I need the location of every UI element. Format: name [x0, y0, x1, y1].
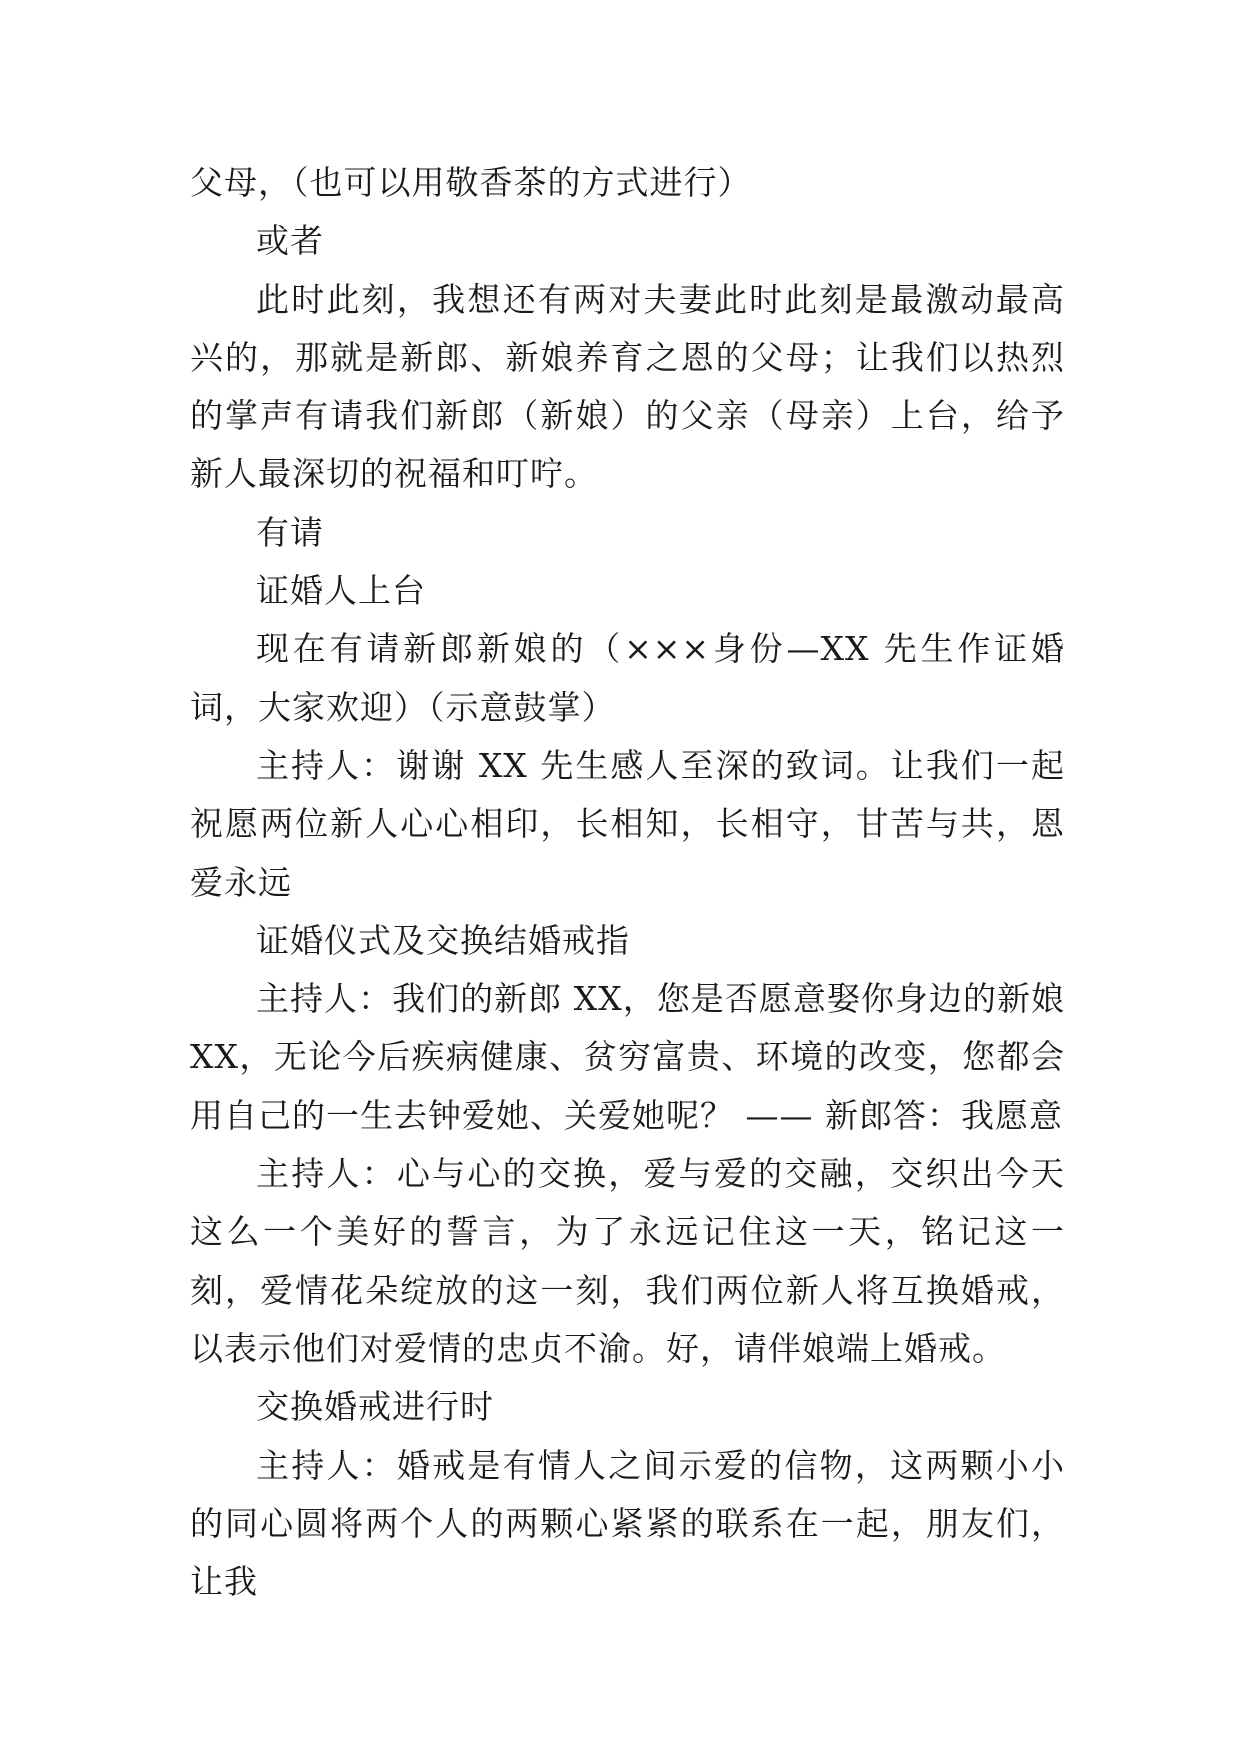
paragraph-ring-exchange-heading: 交换婚戒进行时 [256, 1387, 494, 1427]
paragraph-host-thanks: 主持人：谢谢 XX 先生感人至深的致词。让我们一起祝愿两位新人心心相印，长相知，长相守，甘苦与共，恩爱永远 [190, 745, 1065, 902]
paragraph-continuation: 父母，（也可以用敬香茶的方式进行） [190, 163, 752, 202]
paragraph-witness-invitation: 现在有请新郎新娘的（×××身份—XX 先生作证婚词，大家欢迎）（示意鼓掌） [190, 629, 1065, 727]
paragraph-ceremony-heading: 证婚仪式及交换结婚戒指 [256, 920, 630, 960]
paragraph-or: 或者 [256, 221, 324, 261]
body-text [190, 154, 1065, 1611]
paragraph-parents-invitation: 此时此刻，我想还有两对夫妻此时此刻是最激动最高兴的，那就是新郎、新娘养育之恩的父母；让我们以热烈的掌声有请我们新郎（新娘）的父亲（母亲）上台，给予新人最深切的祝福和叮咛。 [190, 279, 1065, 494]
paragraph-vow-question: 主持人：我们的新郎 XX，您是否愿意娶你身边的新娘XX，无论今后疾病健康、贫穷富贵、环境的改变，您都会用自己的一生去钟爱她、关爱她呢？ —— 新郎答：我愿意 [190, 979, 1065, 1135]
paragraph-ring-intro: 主持人：心与心的交换，爱与爱的交融，交织出今天这么一个美好的誓言，为了永远记住这一天，铭记这一刻，爱情花朵绽放的这一刻，我们两位新人将互换婚戒，以表示他们对爱情的忠贞不渝。好，请伴娘端上婚戒。 [190, 1154, 1065, 1368]
paragraph-witness-heading: 证婚人上台 [256, 571, 426, 611]
paragraph-ring-meaning: 主持人：婚戒是有情人之间示爱的信物，这两颗小小的同心圆将两个人的两颗心紧紧的联系在一起，朋友们，让我 [190, 1445, 1065, 1602]
paragraph-invite: 有请 [256, 512, 324, 552]
